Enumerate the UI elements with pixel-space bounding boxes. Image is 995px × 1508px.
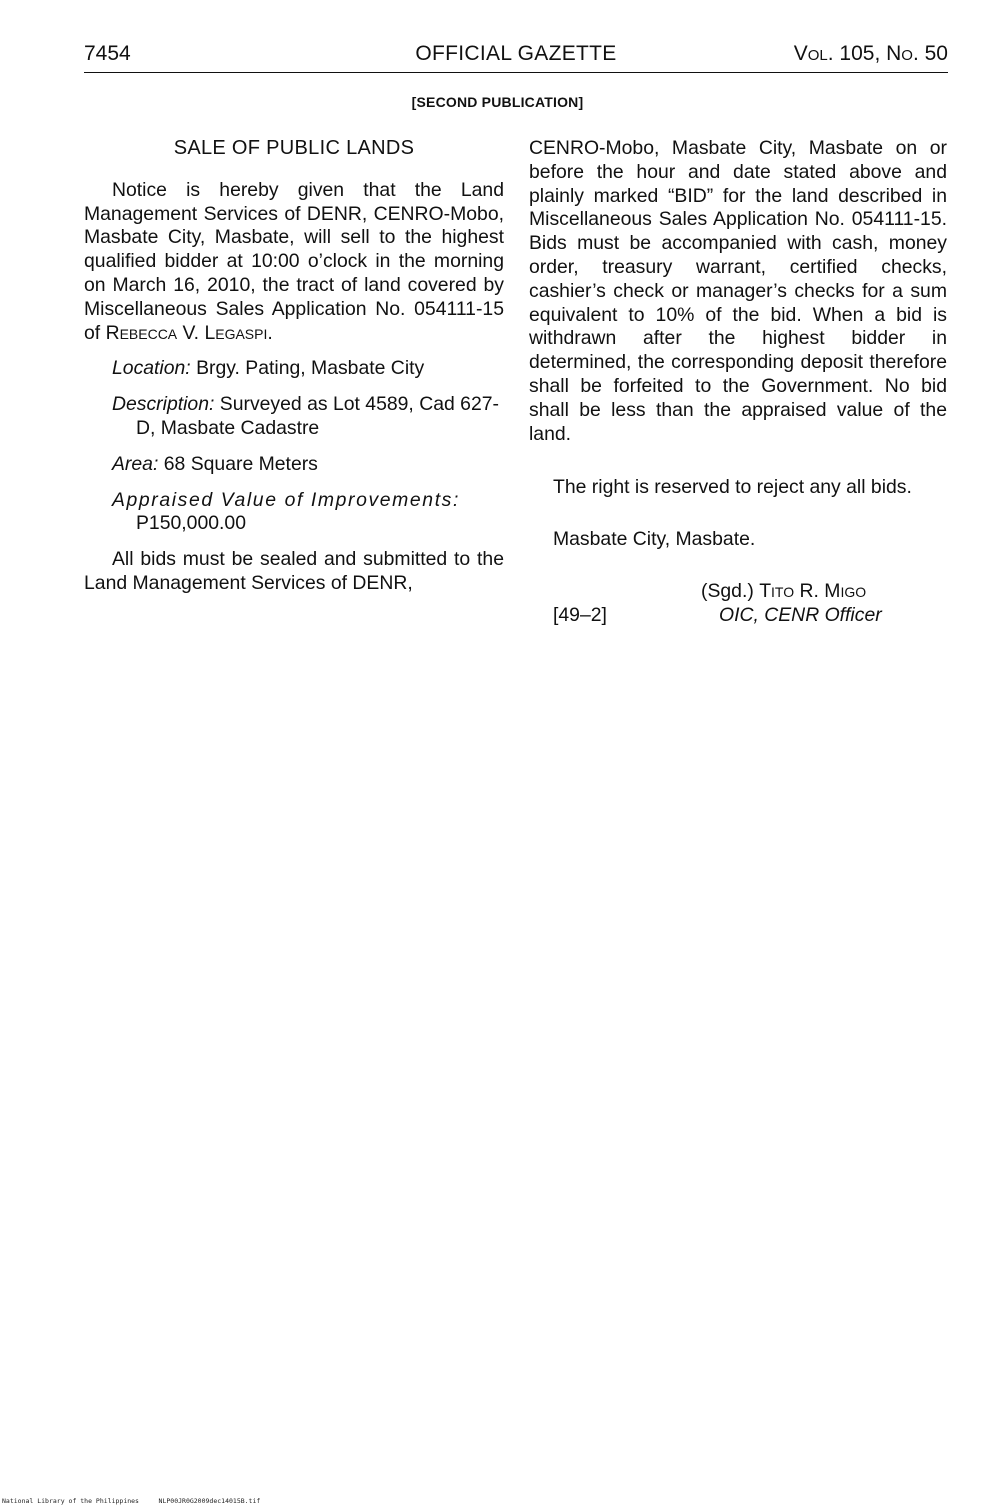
appraised-label: Appraised Value of Improvements: xyxy=(112,488,460,511)
publication-note: [SECOND PUBLICATION] xyxy=(411,94,584,110)
reservation-note: The right is reserved to reject any all bids. xyxy=(553,476,912,499)
signatory-title: OIC, CENR Officer xyxy=(719,603,882,626)
publication-title: OFFICIAL GAZETTE xyxy=(415,42,617,65)
page-header xyxy=(84,38,948,72)
intro-text: Notice is hereby given that the Land Management Services of DENR, CENRO-Mobo, Masbate City, Masbate, will sell to the highest qualified bidder at 10:00 o’clock in the morning on March 16, 2010, the tract of land covered by Miscellaneous Sales Application No. 054111-15 of xyxy=(84,178,504,344)
signatory-prefix: (Sgd.) xyxy=(701,579,760,602)
scan-footer xyxy=(2,1497,260,1505)
appraised-value: P150,000.00 xyxy=(136,512,246,535)
signatory-name: Tito R. Migo xyxy=(759,579,867,602)
intro-end: . xyxy=(267,321,273,344)
area-item xyxy=(84,453,504,477)
applicant-name: Rebecca V. Legaspi xyxy=(105,321,268,344)
signatory xyxy=(701,580,866,604)
header-rule xyxy=(84,72,948,73)
area-value: 68 Square Meters xyxy=(158,452,318,475)
volume-number: Vol. 105, No. 50 xyxy=(793,42,948,65)
bids-paragraph: All bids must be sealed and submitted to the Land Management Services of DENR, xyxy=(84,548,504,594)
location-label: Location: xyxy=(112,357,191,380)
notice-heading: SALE OF PUBLIC LANDS xyxy=(173,137,415,159)
description-item xyxy=(84,393,504,441)
footer-filename: NLP00JR0G2009dec14015B.tif xyxy=(158,1497,261,1505)
location-item xyxy=(84,357,504,381)
right-column xyxy=(529,137,947,630)
bids-paragraph-continued: CENRO-Mobo, Masbate City, Masbate on or before the hour and date stated above and plainly marked “BID” for the land described in Miscellaneous Sales Application No. 054111-15. Bids must be accompanied with cash, money order, treasury warrant, certified checks, cashier’s check or manager’s checks for a sum equivalent to 10% of the bid. When a bid is withdrawn after the highest bidder in determined, the corresponding deposit therefore shall be forfeited to the Government. No bid shall be less than the appraised value of the land. xyxy=(529,137,947,445)
description-value: Surveyed as Lot 4589, Cad 627-D, Masbate Cadastre xyxy=(136,393,499,439)
place-line: Masbate City, Masbate. xyxy=(553,528,756,551)
page-number: 7454 xyxy=(84,42,131,65)
notice-intro xyxy=(84,179,504,346)
location-value: Brgy. Pating, Masbate City xyxy=(190,357,425,380)
area-label: Area: xyxy=(112,452,159,475)
signature-block xyxy=(529,580,947,630)
reference-code: [49–2] xyxy=(553,603,607,626)
appraised-item xyxy=(84,489,504,537)
description-label: Description: xyxy=(112,393,215,416)
left-column xyxy=(84,137,504,596)
footer-library: National Library of the Philippines xyxy=(2,1497,139,1505)
